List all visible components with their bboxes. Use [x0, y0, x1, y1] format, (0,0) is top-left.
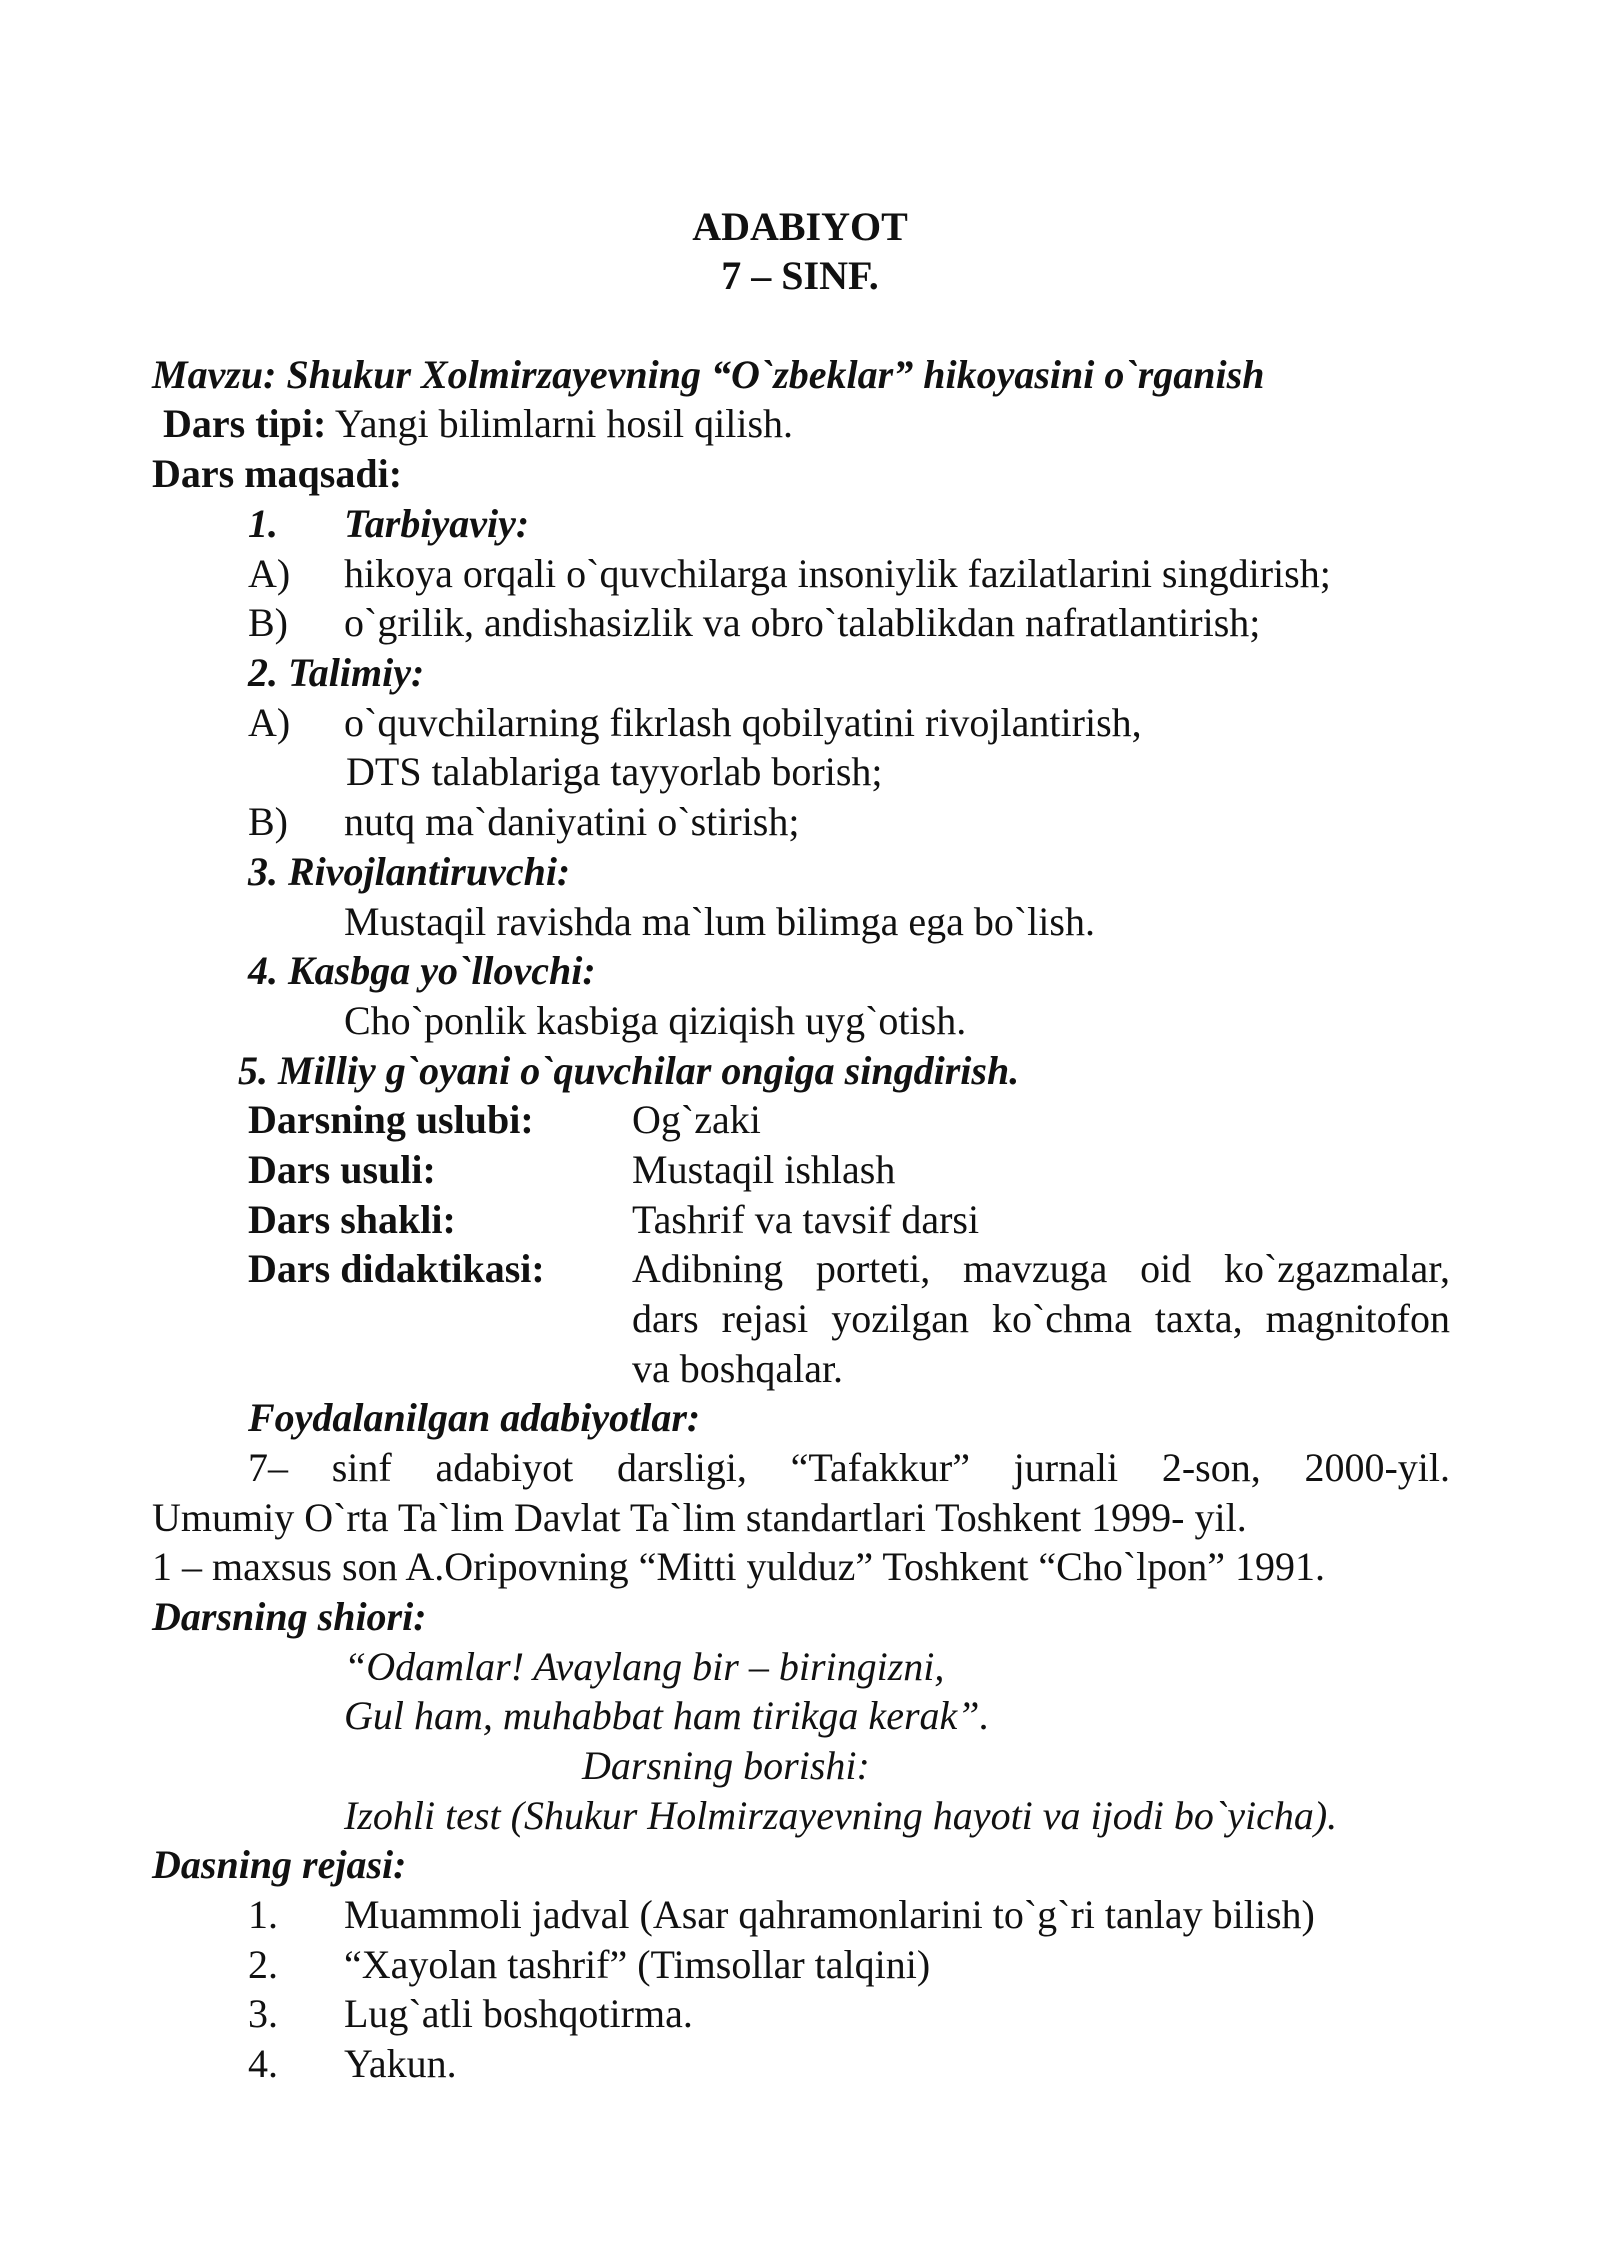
method-value: Og`zaki: [632, 1097, 761, 1142]
form-value: Tashrif va tavsif darsi: [632, 1197, 980, 1242]
references-heading: Foydalanilgan adabiyotlar:: [248, 1395, 701, 1440]
reference-line-1: 7– sinf adabiyot darsligi, “Tafakkur” jurnali 2-son, 2000-yil.: [248, 1445, 1450, 1490]
goal-2a-marker: A): [248, 700, 291, 745]
reference-line-3: 1 – maxsus son A.Oripovning “Mitti yulduz” Toshkent “Cho`lpon” 1991.: [152, 1544, 1326, 1589]
goal-1b-marker: B): [248, 600, 288, 645]
reference-line-2: Umumiy O`rta Ta`lim Davlat Ta`lim standartlari Toshkent 1999- yil.: [152, 1495, 1247, 1540]
topic-line: Mavzu: Shukur Xolmirzayevning “O`zbeklar” hikoyasini o`rganish: [152, 352, 1265, 397]
grade-label: 7 – SINF.: [721, 253, 879, 298]
goal-1-number: 1.: [248, 501, 278, 546]
goal-1a-text: hikoya orqali o`quvchilarga insoniylik fazilatlarini singdirish;: [344, 551, 1331, 596]
goal-2b-text: nutq ma`daniyatini o`stirish;: [344, 799, 800, 844]
plan-item-number: 3.: [248, 1991, 278, 2036]
lesson-type-label: Dars tipi:: [163, 401, 327, 446]
motto-line-1: “Odamlar! Avaylang bir – biringizni,: [344, 1644, 945, 1689]
plan-item-number: 2.: [248, 1942, 278, 1987]
plan-item-number: 4.: [248, 2041, 278, 2086]
motto-line-2: Gul ham, muhabbat ham tirikga kerak”.: [344, 1693, 990, 1738]
goal-4-text: Cho`ponlik kasbiga qiziqish uyg`otish.: [344, 998, 967, 1043]
plan-item-text: Muammoli jadval (Asar qahramonlarini to`g`ri tanlay bilish): [344, 1892, 1315, 1937]
goal-2a-line-2: DTS talablariga tayyorlab borish;: [346, 749, 883, 794]
plan-item-number: 1.: [248, 1892, 278, 1937]
goal-2b-marker: B): [248, 799, 288, 844]
lesson-type-value: Yangi bilimlarni hosil qilish.: [326, 401, 794, 446]
goal-1-title: Tarbiyaviy:: [344, 501, 530, 546]
goal-5-title: 5. Milliy g`oyani o`quvchilar ongiga singdirish.: [238, 1048, 1020, 1093]
form-label: Dars shakli:: [248, 1197, 456, 1242]
didactics-line-2: dars rejasi yozilgan ko`chma taxta, magnitofon: [632, 1296, 1450, 1341]
plan-heading: Dasning rejasi:: [152, 1842, 407, 1887]
progress-text: Izohli test (Shukur Holmirzayevning hayoti va ijodi bo`yicha).: [344, 1793, 1338, 1838]
plan-item-text: “Xayolan tashrif” (Timsollar talqini): [344, 1942, 931, 1987]
goal-1a-marker: A): [248, 551, 291, 596]
document-title: ADABIYOT: [692, 204, 908, 249]
didactics-line-3: va boshqalar.: [632, 1346, 844, 1391]
lesson-type-line: [163, 399, 793, 448]
goal-1b-text: o`grilik, andishasizlik va obro`talablikdan nafratlantirish;: [344, 600, 1261, 645]
goal-2a-line-1: o`quvchilarning fikrlash qobilyatini rivojlantirish,: [344, 700, 1142, 745]
goal-3-title: 3. Rivojlantiruvchi:: [248, 849, 571, 894]
goal-3-text: Mustaqil ravishda ma`lum bilimga ega bo`lish.: [344, 899, 1095, 944]
approach-label: Dars usuli:: [248, 1147, 436, 1192]
motto-heading: Darsning shiori:: [152, 1594, 427, 1639]
didactics-label: Dars didaktikasi:: [248, 1246, 545, 1291]
plan-item-text: Lug`atli boshqotirma.: [344, 1991, 693, 2036]
didactics-line-1: Adibning porteti, mavzuga oid ko`zgazmalar,: [632, 1246, 1450, 1291]
plan-item-text: Yakun.: [344, 2041, 457, 2086]
goal-2-title: 2. Talimiy:: [248, 650, 425, 695]
approach-value: Mustaqil ishlash: [632, 1147, 896, 1192]
method-label: Darsning uslubi:: [248, 1097, 534, 1142]
goal-4-title: 4. Kasbga yo`llovchi:: [248, 948, 596, 993]
goals-heading: Dars maqsadi:: [152, 451, 403, 496]
progress-heading: Darsning borishi:: [582, 1743, 870, 1788]
